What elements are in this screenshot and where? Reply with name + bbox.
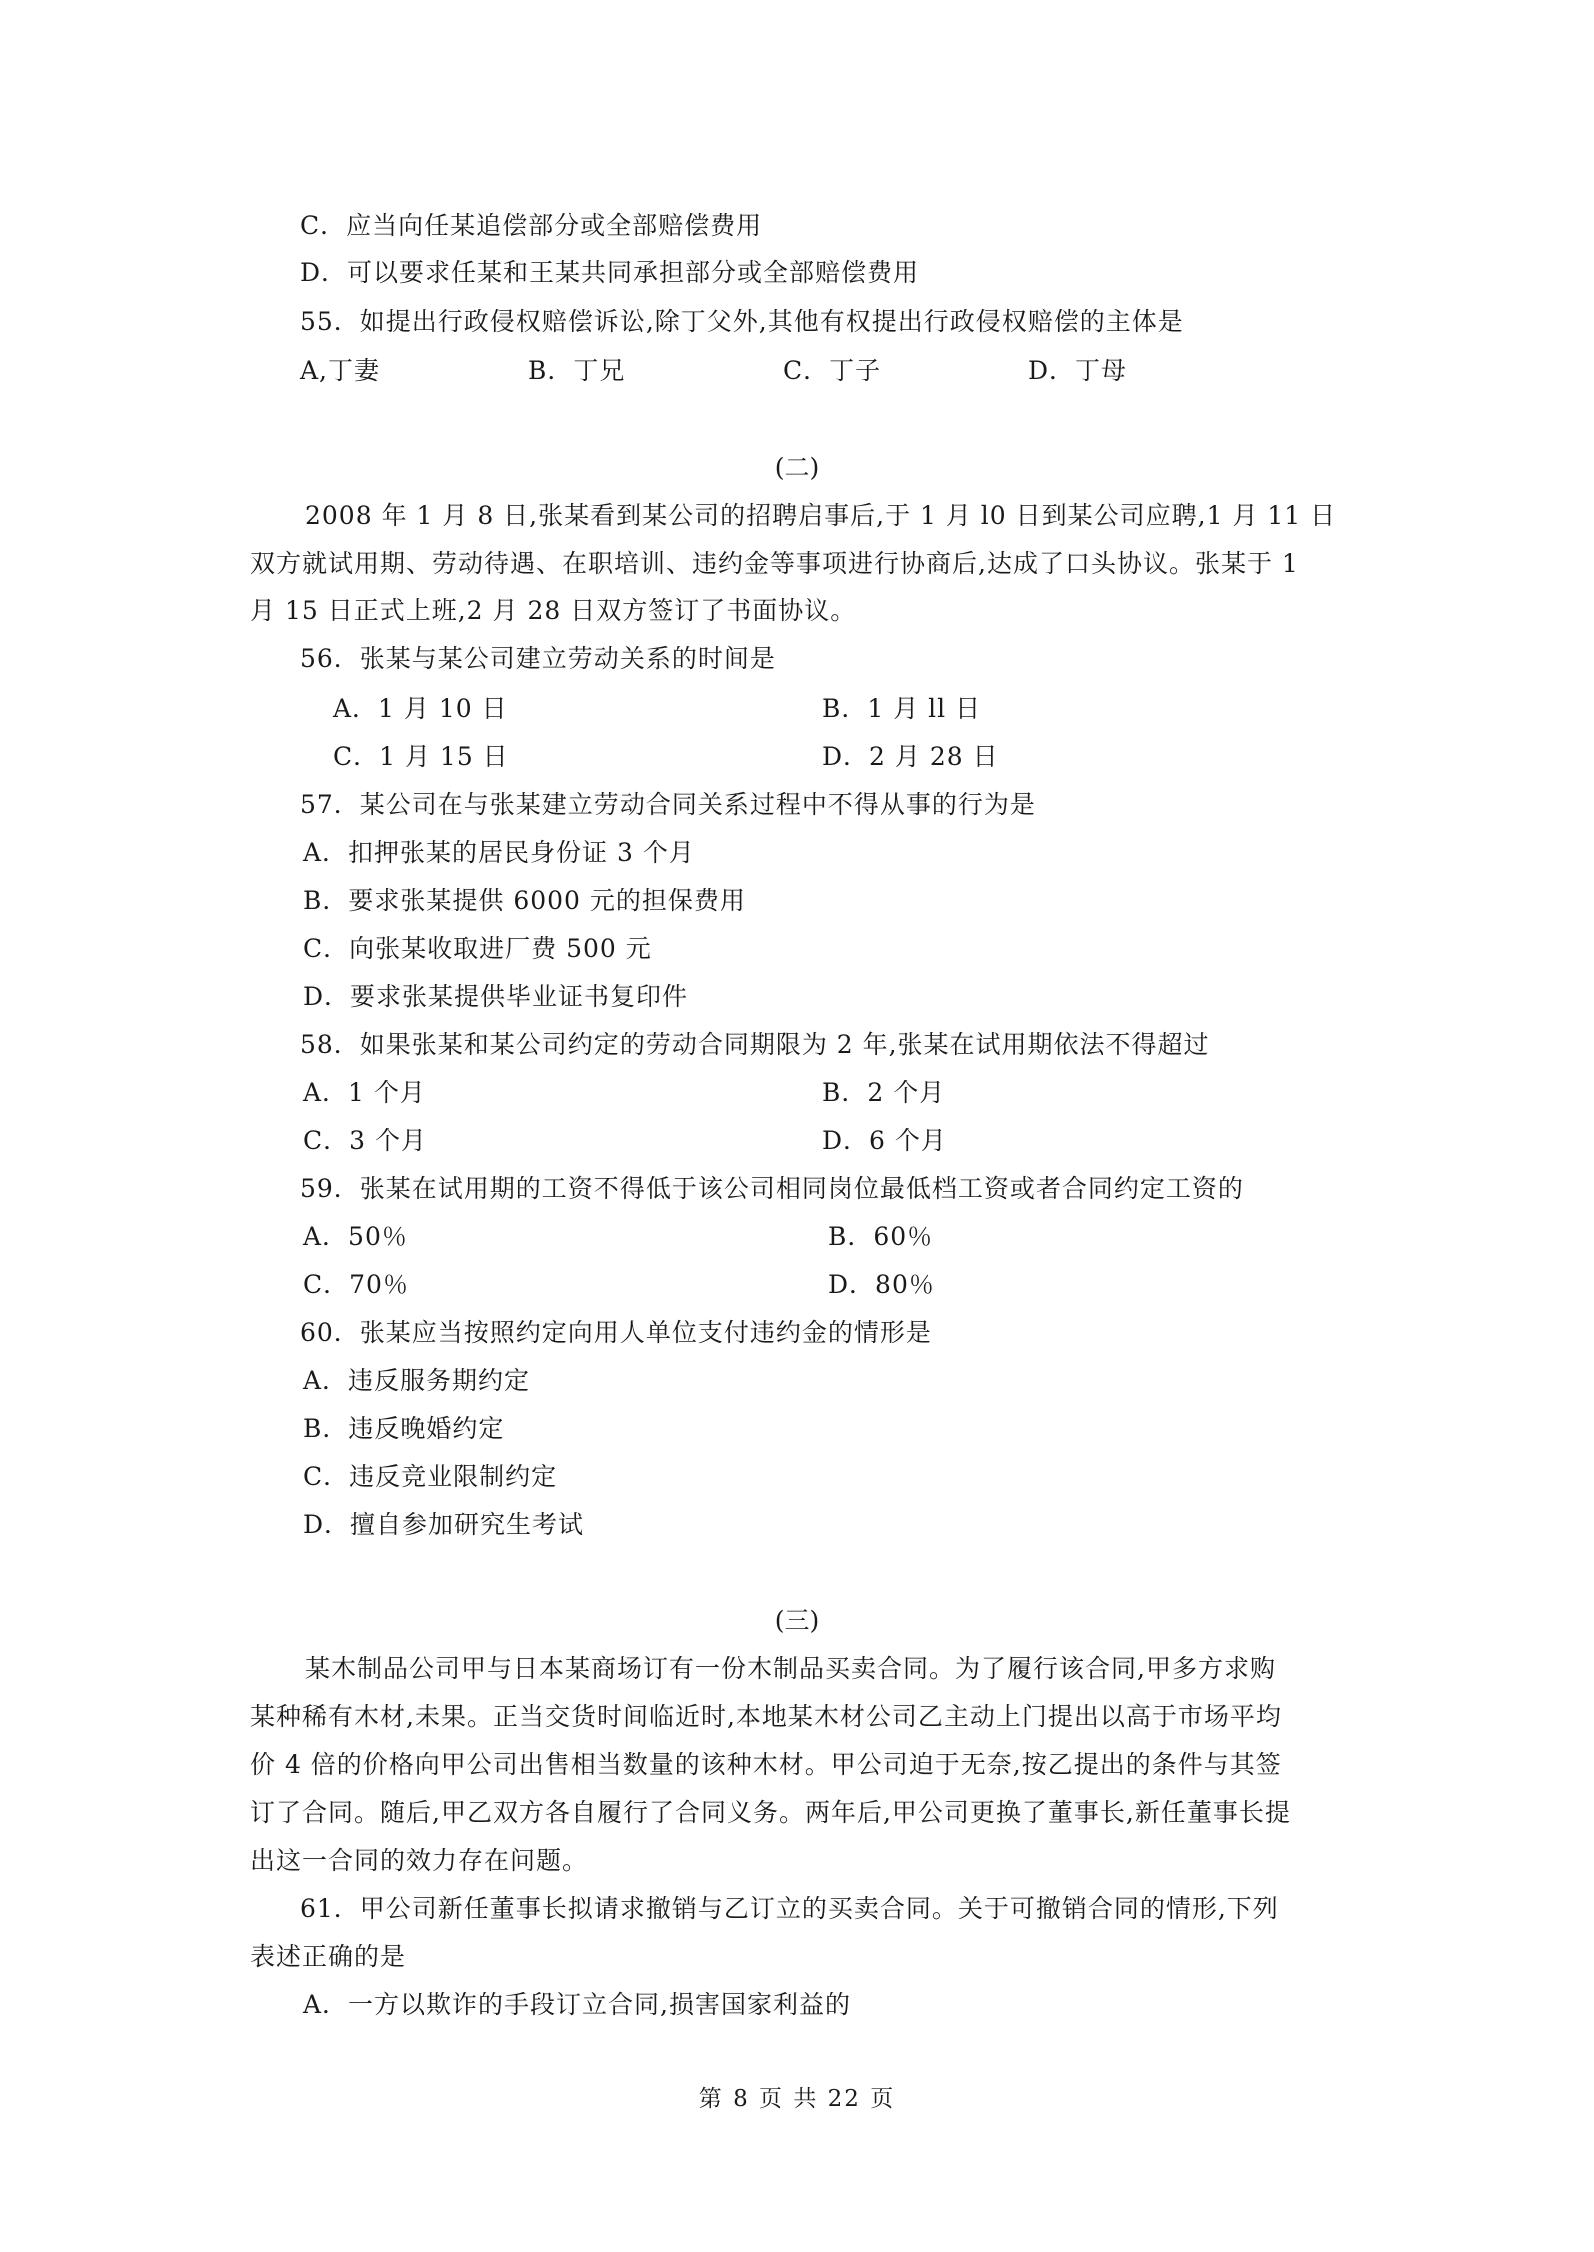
q58-option-a: A．1 个月: [303, 1078, 426, 1107]
q58-option-d: D．6 个月: [822, 1126, 947, 1155]
case3-paragraph-line: 价 4 倍的价格向甲公司出售相当数量的该种木材。甲公司迫于无奈,按乙提出的条件与其签: [250, 1750, 1282, 1779]
case3-paragraph-line: 某木制品公司甲与日本某商场订有一份木制品买卖合同。为了履行该合同,甲多方求购: [305, 1654, 1276, 1683]
q55-option-d: D．丁母: [1028, 356, 1128, 385]
case3-paragraph-line: 订了合同。随后,甲乙双方各自履行了合同义务。两年后,甲公司更换了董事长,新任董事长提: [250, 1798, 1291, 1827]
q61-stem-continued: 表述正确的是: [250, 1942, 407, 1971]
q55-option-c: C．丁子: [783, 356, 882, 385]
case2-paragraph-line: 月 15 日正式上班,2 月 28 日双方签订了书面协议。: [250, 596, 857, 625]
q61-option-a: A．一方以欺诈的手段订立合同,损害国家利益的: [303, 1990, 852, 2019]
q60-stem: 60．张某应当按照约定向用人单位支付违约金的情形是: [300, 1318, 932, 1347]
q60-option-d: D．擅自参加研究生考试: [303, 1510, 585, 1539]
q57-option-b: B．要求张某提供 6000 元的担保费用: [303, 886, 746, 915]
q59-option-b: B．60％: [828, 1222, 934, 1251]
q59-option-c: C．70％: [303, 1270, 409, 1299]
section-heading-3: (三): [774, 1606, 820, 1635]
q57-option-a: A．扣押张某的居民身份证 3 个月: [303, 838, 695, 867]
q56-option-d: D．2 月 28 日: [822, 742, 999, 771]
q57-option-c: C．向张某收取进厂费 500 元: [303, 934, 652, 963]
q58-option-c: C．3 个月: [303, 1126, 427, 1155]
q54-option-c: C．应当向任某追偿部分或全部赔偿费用: [300, 211, 763, 240]
q54-option-d: D．可以要求任某和王某共同承担部分或全部赔偿费用: [300, 258, 920, 287]
q59-stem: 59．张某在试用期的工资不得低于该公司相同岗位最低档工资或者合同约定工资的: [300, 1174, 1244, 1203]
case3-paragraph-line: 出这一合同的效力存在问题。: [250, 1846, 589, 1875]
q55-option-a: A,丁妻: [300, 356, 381, 385]
q58-stem: 58．如果张某和某公司约定的劳动合同期限为 2 年,张某在试用期依法不得超过: [300, 1030, 1210, 1059]
q59-option-a: A．50％: [303, 1222, 408, 1251]
q56-option-b: B．1 月 ll 日: [822, 694, 982, 723]
case2-paragraph-line: 双方就试用期、劳动待遇、在职培训、违约金等事项进行协商后,达成了口头协议。张某于 1: [250, 549, 1299, 578]
q57-stem: 57．某公司在与张某建立劳动合同关系过程中不得从事的行为是: [300, 790, 1036, 819]
page-footer: 第 8 页 共 22 页: [698, 2086, 896, 2112]
q57-option-d: D．要求张某提供毕业证书复印件: [303, 982, 689, 1011]
case3-paragraph-line: 某种稀有木材,未果。正当交货时间临近时,本地某木材公司乙主动上门提出以高于市场平均: [250, 1702, 1282, 1731]
q55-stem: 55．如提出行政侵权赔偿诉讼,除丁父外,其他有权提出行政侵权赔偿的主体是: [300, 307, 1184, 336]
q61-stem: 61．甲公司新任董事长拟请求撤销与乙订立的买卖合同。关于可撤销合同的情形,下列: [300, 1894, 1279, 1923]
q55-option-b: B．丁兄: [528, 356, 626, 385]
q60-option-a: A．违反服务期约定: [303, 1366, 531, 1395]
section-heading-2: (二): [774, 453, 820, 482]
case2-paragraph-line: 2008 年 1 月 8 日,张某看到某公司的招聘启事后,于 1 月 l0 日到某公司应聘,1 月 11 日: [305, 501, 1337, 530]
q59-option-d: D．80％: [828, 1270, 935, 1299]
q60-option-c: C．违反竞业限制约定: [303, 1462, 558, 1491]
q56-stem: 56．张某与某公司建立劳动关系的时间是: [300, 644, 776, 673]
q56-option-a: A．1 月 10 日: [333, 694, 508, 723]
q60-option-b: B．违反晚婚约定: [303, 1414, 505, 1443]
q58-option-b: B．2 个月: [822, 1078, 946, 1107]
q56-option-c: C．1 月 15 日: [333, 742, 509, 771]
